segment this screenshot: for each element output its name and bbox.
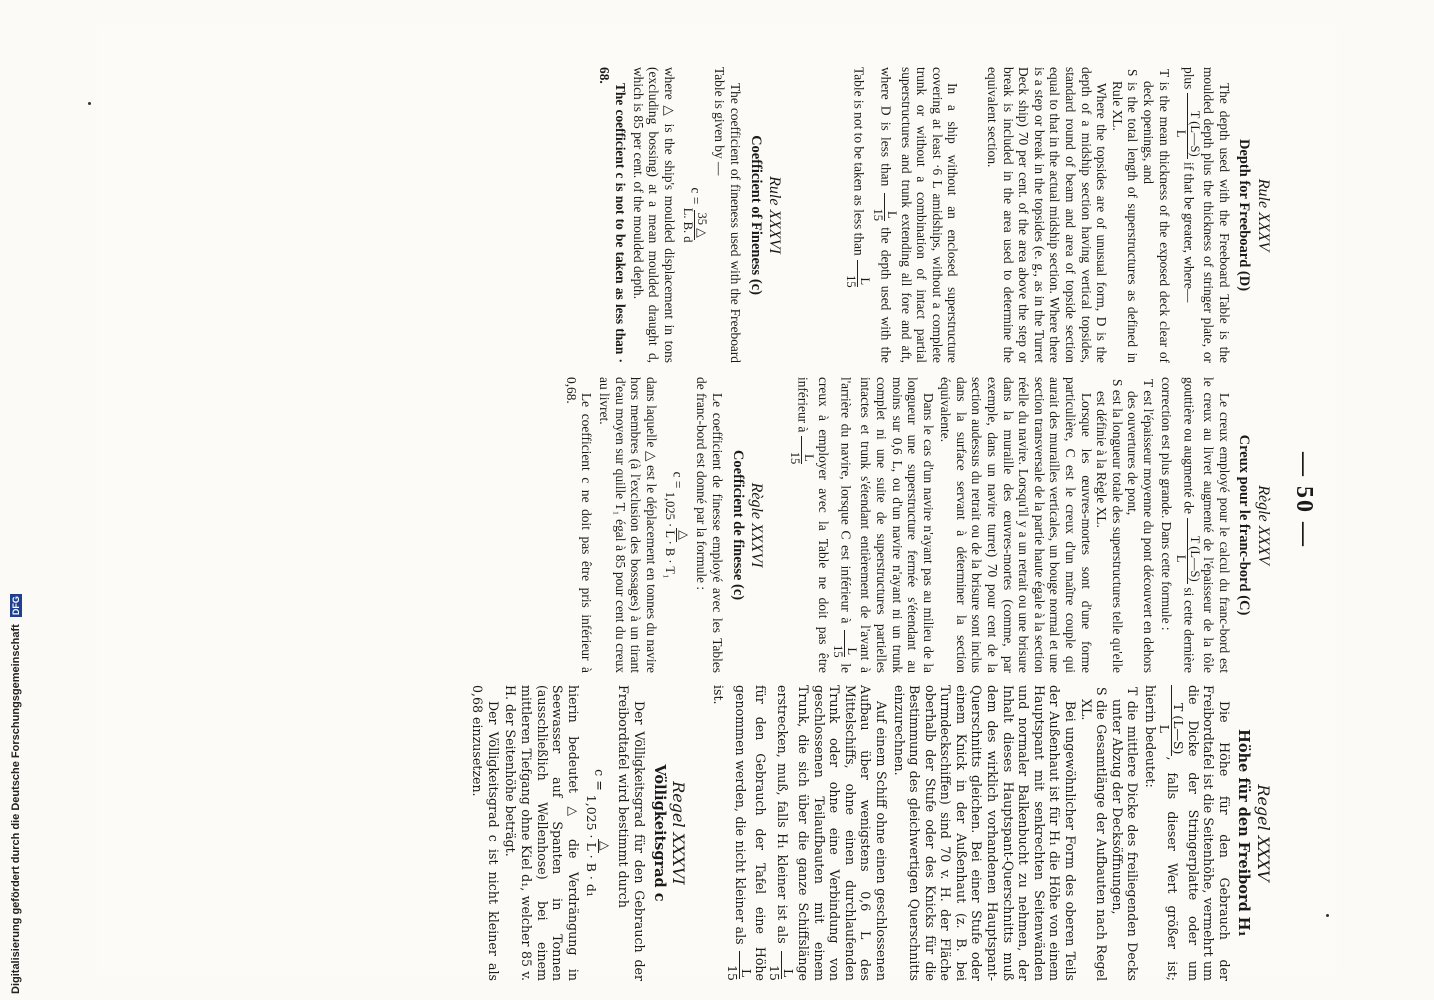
paragraph: The coefficient c is not to be taken as less than · 68. [597, 67, 628, 363]
paragraph: Auf einem Schiff ohne einen geschlossenen Aufbau über wenigstens 0,6 L des Mittelschiffs, ohne einen durchlaufenden Trunk oder ohne eine Verbindung von geschlossenen Teilaufbauten mit einem Trunk, die sich über die ganze Schiffslänge erstrecken, muß, falls H₁ kleiner ist als L 15 für den Gebrauch der Tafel eine Höhe genommen werden, die nicht kleiner als L 15 ist. [710, 685, 889, 981]
dfg-logo: DFG [11, 596, 21, 616]
scan-speck [88, 102, 91, 105]
rule-36-title: Rule XXXVI [766, 176, 784, 254]
regel-35-title: Regel XXXV [1254, 784, 1273, 882]
formula: c = 35 △ L. B. d [680, 187, 709, 243]
paragraph: where △ is the ship's moulded displacement in tons (excluding bossing) at a mean moulded draught d, which is 85 per cent. of the moulded depth. [630, 67, 677, 363]
regle-36-heading: Coefficient de finesse (c) [729, 449, 746, 601]
paragraph: hierin bedeutet △ die Verdrängung in Seewasser auf Spanten in Tonnen (ausschließlich Wellenhose) bei einem mittleren Tiefgang ohne Kiel d₁, welcher 85 v. H. der Seitenhöhe beträgt. [503, 685, 581, 981]
paragraph: Der Völligkeitsgrad für den Gebrauch der Freibordtafel wird bestimmt durch [616, 685, 647, 981]
paragraph: Die Höhe für den Gebrauch der Freibordtafel ist die Seitenhöhe, vermehrt um die Dicke der Stringerplatte oder um T (L—S) L , falls dieser Wert größer ist; hierin bedeutet: [1143, 685, 1232, 981]
french-column [561, 377, 1271, 673]
regle-36-title: Règle XXXVI [748, 482, 766, 568]
paragraph: Le coefficient c ne doit pas être pris inférieur à 0,68. [563, 377, 595, 673]
definition-s: S is the total length of superstructures as defined in Rule XL. [1109, 69, 1141, 363]
rule-35-title: Rule XXXV [1255, 178, 1272, 252]
paragraph: Le creux employé pour le calcul du franc-bord est le creux au livret augmenté de l'épaisseur de la tôle gouttière ou augmenté de T (L—S) L si cette dernière correction est plus grande. Dans cette formule : [1158, 377, 1232, 673]
paragraph: Le coefficient de finesse employé avec les Tables de franc-bord est donné par la formule : [694, 377, 725, 673]
rule-36-heading: Coefficient of Fineness (c) [747, 135, 764, 295]
regle-35-heading: Creux pour le franc-bord (C) [1236, 434, 1253, 616]
paragraph: Where the topsides are of unusual form, D is the depth of a midship section having vertical topsides, standard round of beam and area of topside section equal to that in the actual midship section. Where there is a step or break in the topsides (e. g., as in the Turret Deck ship) 70 per cent. of the area above the step or break is included in the area used to determine the equivalent section. [985, 67, 1110, 363]
regel-36-heading: Völligkeitsgrad c [650, 764, 668, 902]
formula: c = △ 1,025 · L · B · d₁ [583, 769, 613, 897]
paragraph: The coefficient of fineness used with the Freeboard Table is given by — [712, 67, 743, 363]
english-column [595, 67, 1271, 363]
definition-t: T est l'épaisseur moyenne du pont découvert en dehors des ouvertures de pont, [1125, 379, 1157, 673]
paragraph: Der Völligkeitsgrad c ist nicht kleiner als 0,68 einzusetzen. [470, 685, 501, 981]
page-number: — 50 — [1291, 452, 1317, 548]
paragraph: Bei ungewöhnlicher Form des oberen Teils der Außenhaut ist für H₁ die Höhe von einem Hauptspant mit senkrechten Seitenwänden und normaler Balkenbucht zu nehmen, der Inhalt dieses Hauptspant-Querschnitts muß dem des wirklich vorhandenen Hauptspant-Querschnitts gleichen. Bei einer Stufe oder einem Knick in der Außenhaut (z. B. bei Turmdeckschiffen) sind 70 v. H. der Fläche oberhalb der Stufe oder des Knicks für die Bestimmung des gleichwertigen Querschnitts einzurechnen. [891, 685, 1079, 981]
paragraph: Lorsque les œuvres-mortes sont d'une forme particulière, C est le creux d'un maître couple qui aurait des murailles verticales, un bouge normal et une section transversale de la partie haute égale à la section réelle du navire. Lorsqu'il y a un retrait ou une brisure dans la muraille des œuvres-mortes (comme, par exemple, dans un navire turret) 70 pour cent de la section audessus du retrait ou de la brisure sont inclus dans la surface servant à déterminer la section équivalente. [938, 377, 1094, 673]
german-column [468, 685, 1271, 981]
regel-35-heading: Höhe für den Freibord H₁ [1235, 729, 1253, 937]
digitization-credit [10, 594, 22, 994]
regel-36-title: Regel XXXVI [669, 781, 689, 885]
credit-text: Digitalisierung gefördert durch die Deutsche Forschungsgemeinschaft [10, 624, 22, 994]
definition-s: S est la longueur totale des superstructures telle qu'elle est définie à la Règle XL. [1094, 379, 1125, 673]
paragraph: Dans le cas d'un navire n'ayant pas au milieu de la longueur une superstructure fermée s'étendant au moins sur 0,6 L, ou d'un navire n'ayant ni un trunk complet ni une suite de superstructures partielles intactes et trunk s'étendant entièrement de l'avant à l'arrière du navire, lorsque C est inférieur à L 15 le creux à employer avec la Table ne doit pas être inférieur à L 15 [788, 377, 936, 673]
paragraph: The depth used with the Freeboard Table is the moulded depth plus the thickness of stringer plate, or plus T (L—S) L if that be greater, where— [1173, 67, 1232, 363]
scanned-page [97, 25, 1337, 981]
definition-t: T is the mean thickness of the exposed deck clear of deck openings, and [1141, 69, 1172, 363]
definition-s: S die Gesamtlänge der Aufbauten nach Regel XL. [1078, 687, 1110, 981]
regle-35-title: Règle XXXV [1255, 485, 1272, 565]
scan-speck [1326, 914, 1329, 917]
paragraph: In a ship without an enclosed superstructure covering at least ·6 L amidships, without a complete trunk or without a combination of intact partial superstructures and trunk extending all fore and aft, where D is less than L 15 the depth used with the Table is not to be taken as less than L 15 [844, 67, 961, 363]
paragraph: dans laquelle △ est le déplacement en tonnes du navire hors membres (à l'exclusion des bossages) à un tirant d'eau moyen sur quille T₁ égal à 85 pour cent du creux au livret. [597, 377, 659, 673]
fraction: T (L—S) L [1174, 93, 1201, 159]
formula: c = △ 1,025 · L · B · T₁ [662, 471, 691, 579]
definition-t: T die mittlere Dicke des freiliegenden Decks unter Abzug der Decksöffnungen, [1109, 687, 1141, 981]
rule-35-heading: Depth for Freeboard (D) [1236, 138, 1253, 292]
